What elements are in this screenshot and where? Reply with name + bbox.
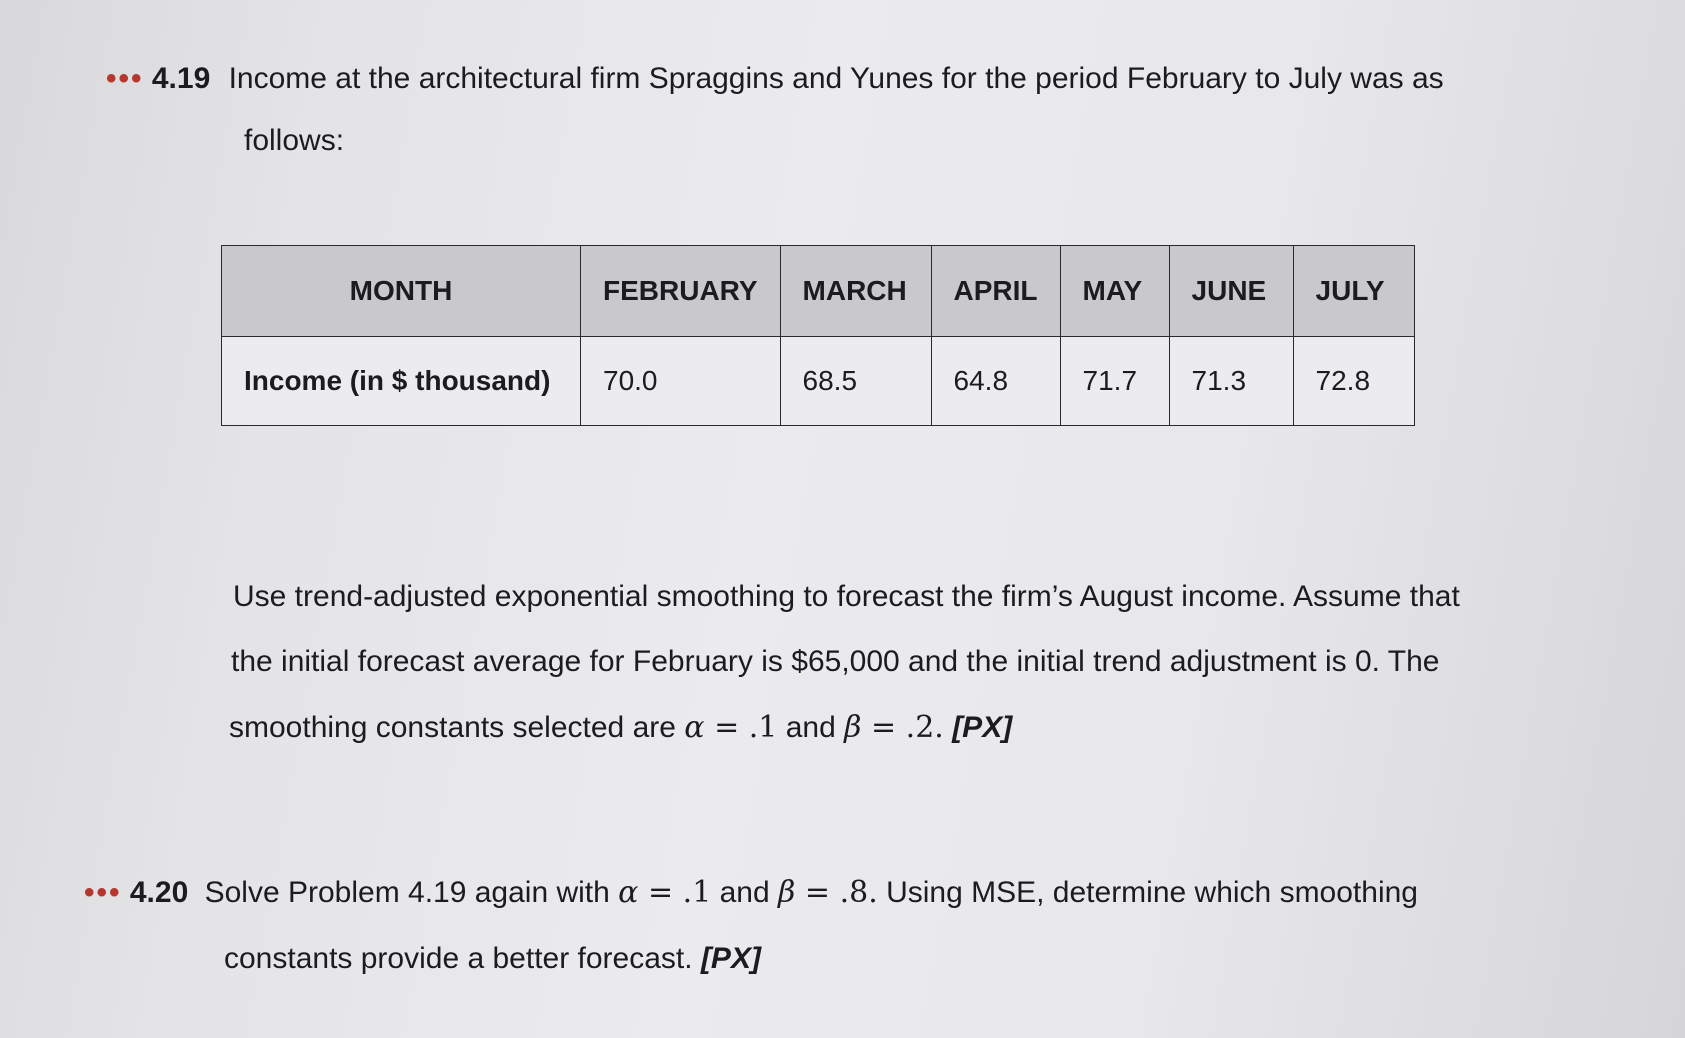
table-row-label: Income (in $ thousand) [222,337,581,426]
and-text: and [711,876,779,909]
problem-420-suffix: Using MSE, determine which smoothing [877,876,1418,909]
instructions-line3-prefix: smoothing constants selected are [229,711,685,744]
beta-value: .2. [905,710,944,745]
alpha-symbol: α [618,875,639,910]
income-table [221,245,1415,426]
problem-419-line2: follows: [244,124,345,157]
problem-420-line2-text: constants provide a better forecast. [224,942,693,975]
px-tag: [PX] [952,711,1013,744]
beta-value: .8. [839,875,878,910]
table-header-cell: APRIL [931,246,1060,337]
table-header-cell: JULY [1293,246,1414,337]
table-header-month: MONTH [222,246,581,337]
alpha-value: .1 [748,710,778,745]
instructions-line2: the initial forecast average for February is $65,000 and the initial trend adjustment is 0. The [231,645,1440,678]
table-cell: 70.0 [581,337,781,426]
problem-420-prefix: Solve Problem 4.19 again with [204,876,619,909]
equals-sign: = [638,875,683,910]
beta-symbol: β [844,710,862,745]
instructions-line1: Use trend-adjusted exponential smoothing to forecast the firm’s August income. Assume that [233,580,1460,613]
beta-symbol: β [778,875,796,910]
and-text: and [777,711,845,744]
px-tag: [PX] [700,942,761,975]
alpha-symbol: α [684,710,705,745]
table-header-cell: MAY [1060,246,1169,337]
table-header-cell: FEBRUARY [581,246,781,337]
problem-419-number: 4.19 [151,62,211,95]
problem-419-intro-text: Income at the architectural firm Spraggins and Yunes for the period February to July was as [228,62,1444,95]
table-header-cell: JUNE [1169,246,1293,337]
equals-sign: = [795,875,840,910]
problem-419-line1 [106,62,1444,96]
table-cell: 71.7 [1060,337,1169,426]
table-cell: 68.5 [780,337,931,426]
instructions-line3 [229,710,1012,745]
table-cell: 71.3 [1169,337,1293,426]
problem-419-dots: ••• [106,62,144,95]
problem-420-line1 [84,875,1418,910]
table-cell: 64.8 [931,337,1060,426]
table-header-row [222,246,1415,337]
problem-420-dots: ••• [84,876,122,909]
table-header-cell: MARCH [780,246,931,337]
alpha-value: .1 [682,875,712,910]
problem-420-number: 4.20 [129,876,189,909]
table-row [222,337,1415,426]
table-cell: 72.8 [1293,337,1414,426]
problem-420-line2 [224,942,761,976]
equals-sign: = [861,710,906,745]
equals-sign: = [704,710,749,745]
